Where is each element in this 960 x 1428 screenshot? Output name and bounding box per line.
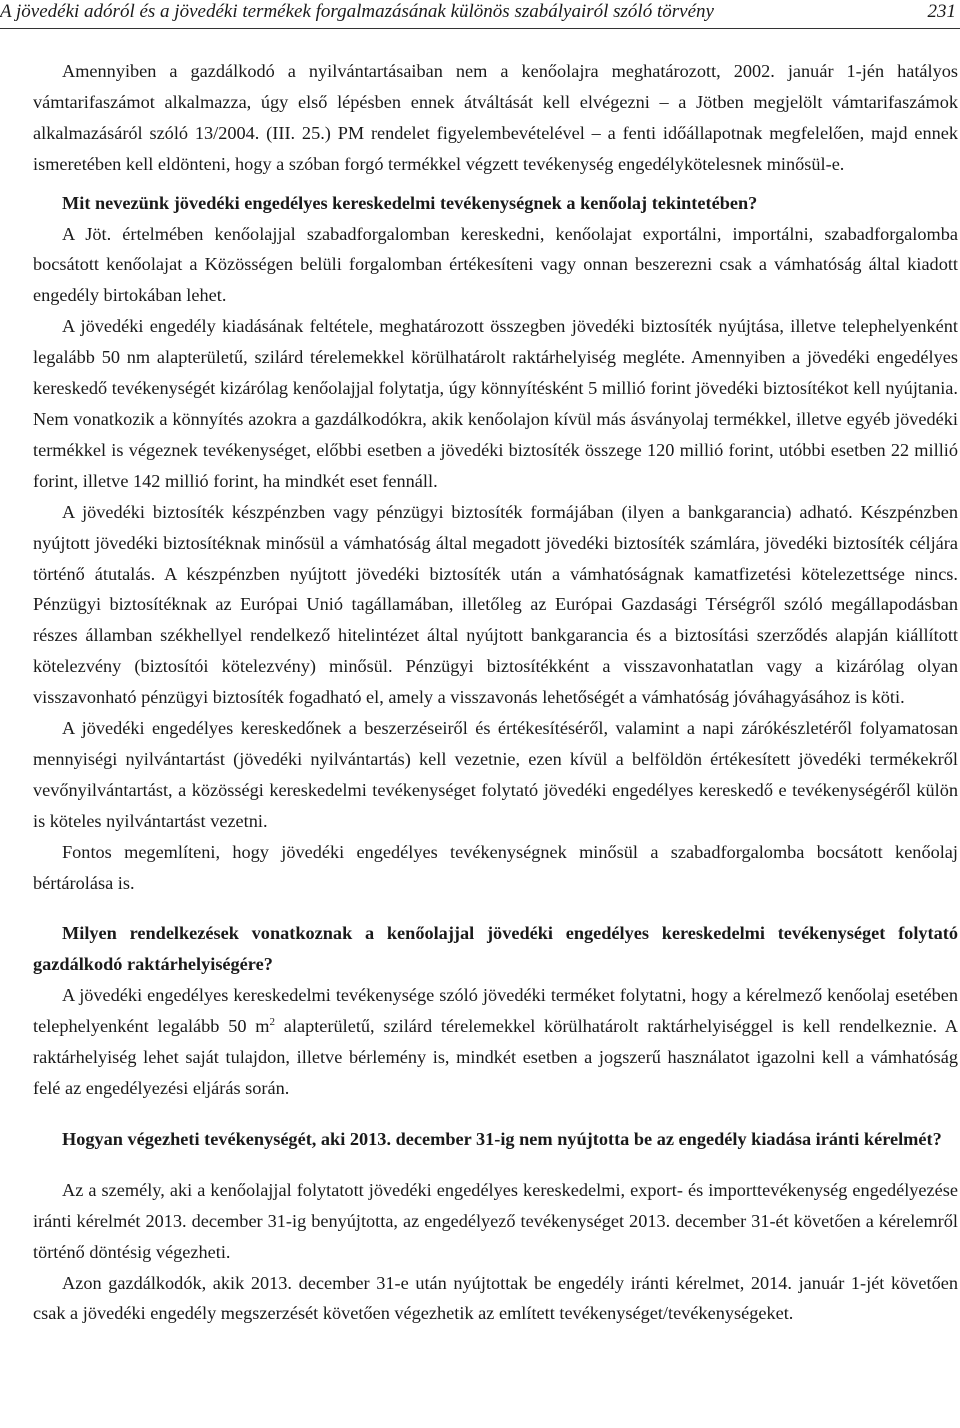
- question-heading: Milyen rendelkezések vonatkoznak a kenőolajjal jövedéki engedélyes kereskedelmi tevékenységet folytató gazdálkodó raktárhelyiségére?: [33, 923, 958, 975]
- paragraph: Azon gazdálkodók, akik 2013. december 31-e után nyújtottak be engedély iránti kérelmet, 2014. január 1-jét követően csak a jövedéki engedély megszerzését követően végezhetik az említett tevékenységet/tevékenységeket.: [33, 1272, 958, 1324]
- paragraph-text: A jövedéki engedélyes kereskedelmi tevékenysége szóló jövedéki terméket folytatni, hogy a kérelmező kenőolaj esetében telephelyenként legalább 50 m: [33, 985, 958, 1037]
- paragraph: Fontos megemlíteni, hogy jövedéki engedélyes tevékenységnek minősül a szabadforgalomba bocsátott kenőolaj bértárolása is.: [33, 841, 958, 893]
- paragraph-text: alapterületű, szilárd térelemekkel körülhatárolt raktárhelyiséggel is kell rendelkeznie. A raktárhelyiség lehet saját tulajdon, illetve bérlemény is, mindkét esetben a jogszerű használatot igazolni kell a vámhatóság felé az engedélyezési eljárás során.: [33, 1016, 958, 1098]
- paragraph: [33, 980, 958, 1104]
- spacer: [33, 1104, 958, 1124]
- page-body: [33, 56, 958, 1329]
- paragraph: A Jöt. értelmében kenőolajjal szabadforgalomban kereskedni, kenőolajat exportálni, importálni, szabadforgalomba bocsátott kenőolajat a Közösségen belüli forgalomban értékesíteni vagy onnan beszerezni csak a vámhatóság által kiadott engedély birtokában lehet.: [33, 223, 958, 306]
- paragraph: A jövedéki engedély kiadásának feltétele, meghatározott összegben jövedéki biztosíték nyújtása, illetve telephelyenként legalább 50 nm alapterületű, szilárd térelemekkel körülhatárolt raktárhelyiség megléte. Amennyiben a jövedéki engedélyes kereskedő tevékenységét kizárólag kenőolajjal folytatja, úgy könnyítésként 5 millió forint jövedéki biztosítékot kell nyújtania. Nem vonatkozik a könnyítés azokra a gazdálkodókra, akik kenőolajon kívül más ásványolaj termékkel, illetve egyéb jövedéki termékkel is végeznek tevékenységet, előbbi esetben a jövedéki biztosíték összege 120 millió forint, utóbbi esetben 22 millió forint, illetve 142 millió forint, ha mindkét eset fennáll.: [33, 316, 958, 491]
- running-header: [0, 0, 960, 30]
- paragraph: A jövedéki biztosíték készpénzben vagy pénzügyi biztosíték formájában (ilyen a bankgarancia) adható. Készpénzben nyújtott jövedéki biztosítéknak minősül a vámhatóság által megadott jövedéki biztosíték számlára, jövedéki biztosíték céljára történő átutalás. A készpénzben nyújtott jövedéki biztosíték után a vámhatóságnak kamatfizetési kötelezettsége nincs. Pénzügyi biztosítéknak az Európai Unió tagállamában, illetőleg az Európai Gazdasági Térségről szóló megállapodásban részes államban székhellyel rendelkező hitelintézet által nyújtott bankgarancia és a biztosítási szerződés alapján kiállított kötelezvény (biztosítói kötelezvény) minősül. Pénzügyi biztosítékként a visszavonhatatlan vagy a kizárólag olyan visszavonható pénzügyi biztosíték fogadható el, amely a visszavonás lehetőségét a vámhatóság jóváhagyásához is köti.: [33, 501, 958, 708]
- running-header-title: A jövedéki adóról és a jövedéki termékek forgalmazásának különös szabályairól szóló törvény: [0, 1, 714, 22]
- paragraph: Az a személy, aki a kenőolajjal folytatott jövedéki engedélyes kereskedelmi, export- és importtevékenység engedélyezése iránti kérelmét 2013. december 31-ig benyújtotta, az engedélyező tevékenységet 2013. december 31-ét követően a kérelemről történő döntésig végezheti.: [33, 1179, 958, 1262]
- paragraph: Amennyiben a gazdálkodó a nyilvántartásaiban nem a kenőolajra meghatározott, 2002. január 1-jén hatályos vámtarifaszámot alkalmazza, úgy első lépésben ennek átváltását kell elvégezni – a Jötben megjelölt vámtarifaszámok alkalmazásáról szóló 13/2004. (III. 25.) PM rendelet figyelembevételével – a fenti időállapotnak megfelelően, majd ennek ismeretében kell eldönteni, hogy a szóban forgó termékkel végzett tevékenység engedélykötelesnek minősül-e.: [33, 61, 958, 174]
- question-heading: Mit nevezünk jövedéki engedélyes kereskedelmi tevékenységnek a kenőolaj tekintetében?: [62, 192, 758, 213]
- header-rule: [0, 28, 960, 29]
- spacer: [33, 898, 958, 918]
- question-heading: Hogyan végezheti tevékenységét, aki 2013. december 31-ig nem nyújtotta be az engedély kiadása iránti kérelmét?: [62, 1128, 942, 1149]
- page-number: 231: [927, 1, 956, 22]
- paragraph: A jövedéki engedélyes kereskedőnek a beszerzéseiről és értékesítéséről, valamint a napi zárókészletéről folyamatosan mennyiségi nyilvántartást (jövedéki nyilvántartás) kell vezetnie, ezen kívül a belföldön értékesített jövedéki termékekről vevőnyilvántartást, a közösségi kereskedelmi tevékenységet folytató jövedéki engedélyes kereskedő e tevékenységéről külön is köteles nyilvántartást vezetni.: [33, 718, 958, 831]
- superscript: 2: [269, 1016, 275, 1029]
- spacer: [33, 180, 958, 188]
- spacer: [33, 1155, 958, 1175]
